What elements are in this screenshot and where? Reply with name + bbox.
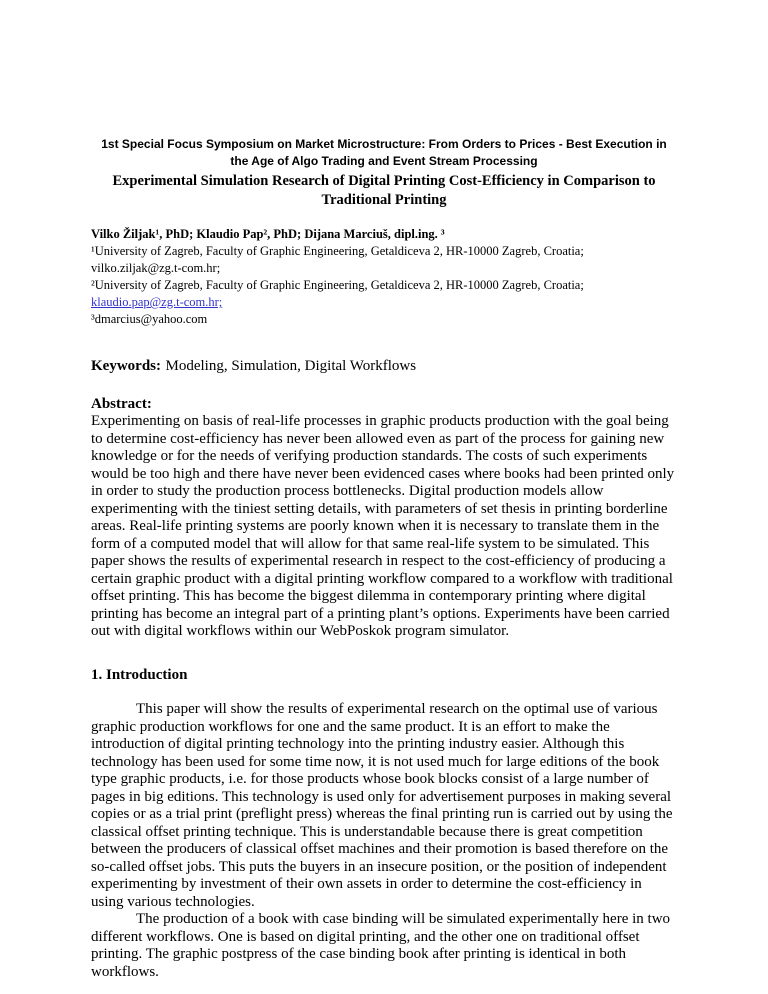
- section-heading-introduction: 1. Introduction: [91, 666, 188, 683]
- abstract-paragraph: Experimenting on basis of real-life processes in graphic products production with the goal being to determine cost-efficiency has never been allowed even as part of the process for gaining new knowledge or for the needs of verifying production standards. The costs of such experiments would be too high and there have never been evidenced cases where books had been printed only in order to study the production process bottlenecks. Digital production models allow experimenting with the tiniest setting details, with parameters of set thesis in printing borderline areas. Real-life printing systems are poorly known when it is necessary to translate them in the form of a computed model that will allow for that same real-life system to be simulated. This paper shows the results of experimental research in respect to the cost-efficiency of producing a certain graphic product with a digital printing workflow compared to a workflow with traditional offset printing. This has become the biggest dilemma in contemporary printing where digital printing has become an integral part of a printing plant’s options. Experiments have been carried out with digital workflows within our WebPoskok program simulator.: [91, 413, 675, 639]
- authors-line: Vilko Žiljak¹, PhD; Klaudio Pap², PhD; Dijana Marciuš, dipl.ing. ³: [91, 227, 445, 241]
- introduction-paragraph-1: This paper will show the results of experimental research on the optimal use of various graphic production workflows for one and the same product. It is an effort to make the introduction of digital printing technology into the printing industry easier. Although this technology has been used for some time now, it is not used much for large editions of the book type graphic products, i.e. for those products whose book blocks consist of a large number of pages in big editions. This technology is used only for advertisement purposes in making several copies or as a trial print (preflight press) whereas the final printing run is carried out by using the classical offset printing technique. This is understandable because there is great competition between the producers of classical offset machines and their promotion is based therefore on the so-called offset jobs. This puts the buyers in an insecure position, or the position of independent experimenting by investment of their own assets in order to determine the cost-efficiency in using various technologies.: [91, 701, 673, 910]
- symposium-header: 1st Special Focus Symposium on Market Microstructure: From Orders to Prices - Best Execution in the Age of Algo Trading and Event Stream Processing: [101, 137, 667, 168]
- paper-title: Experimental Simulation Research of Digital Printing Cost-Efficiency in Comparison to Traditional Printing: [112, 173, 656, 208]
- abstract-section: [91, 396, 677, 641]
- author-email-text-1: vilko.ziljak@zg.t-com.hr;: [91, 261, 221, 275]
- affiliation-line-2: ²University of Zagreb, Faculty of Graphic Engineering, Getaldiceva 2, HR-10000 Zagreb, Croatia;: [91, 278, 584, 292]
- abstract-label: Abstract:: [91, 395, 152, 412]
- keywords-line: [91, 358, 677, 376]
- introduction-paragraph-2: The production of a book with case binding will be simulated experimentally here in two different workflows. One is based on digital printing, and the other one on traditional offset printing. The graphic postpress of the case binding book after printing is identical in both workflows.: [91, 911, 671, 980]
- email-link[interactable]: klaudio.pap@zg.t-com.hr;: [91, 295, 223, 309]
- affiliations-block: [91, 243, 677, 328]
- affiliation-line-1: ¹University of Zagreb, Faculty of Graphic Engineering, Getaldiceva 2, HR-10000 Zagreb, Croatia;: [91, 244, 584, 258]
- keywords-label: Keywords:: [91, 358, 161, 374]
- author-email-text-3: ³dmarcius@yahoo.com: [91, 312, 208, 326]
- keywords-text: Modeling, Simulation, Digital Workflows: [165, 358, 417, 374]
